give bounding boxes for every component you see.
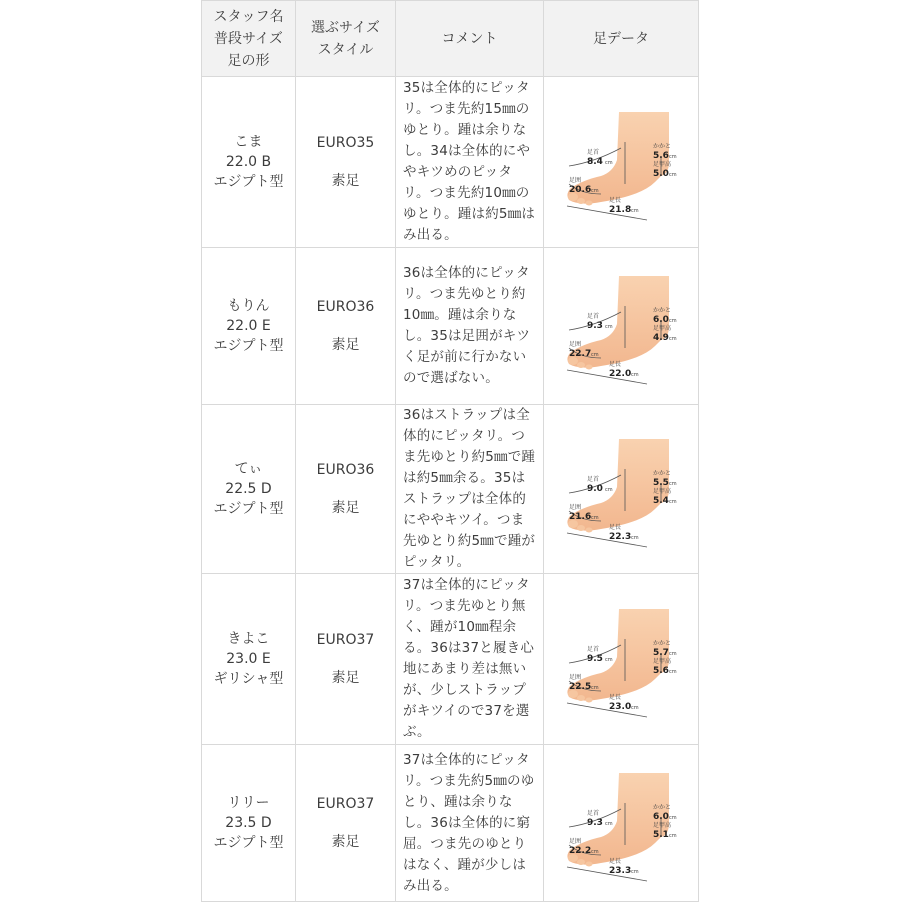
- toe-icon: [577, 362, 585, 368]
- staff-cell: [202, 248, 296, 405]
- toe-icon: [586, 365, 593, 370]
- instep-label: 足甲高: [653, 161, 672, 168]
- header-size-line: スタイル: [317, 41, 374, 58]
- girth-value: 22.7: [569, 349, 592, 359]
- girth-label: 足囲: [569, 838, 582, 845]
- girth-value: 21.6: [569, 512, 592, 522]
- header-staff-line: 足の形: [227, 52, 270, 69]
- size-chart-table: [201, 0, 699, 902]
- staff-name: こま: [234, 134, 263, 150]
- header-size-line: 選ぶサイズ: [311, 19, 380, 36]
- usual-size: 22.5 D: [225, 481, 272, 497]
- heel-label: かかと: [653, 143, 672, 150]
- unit-label: cm: [631, 372, 639, 378]
- table-row: [202, 77, 699, 248]
- heel-label: かかと: [653, 307, 672, 314]
- girth-value: 22.5: [569, 682, 592, 692]
- foot-shape: エジプト型: [213, 501, 284, 517]
- length-value: 22.3: [609, 532, 632, 542]
- length-value: 23.0: [609, 702, 632, 712]
- usual-size: 22.0 B: [225, 154, 272, 170]
- staff-cell: [202, 574, 296, 745]
- unit-label: cm: [669, 499, 677, 505]
- table-row: [202, 574, 699, 745]
- chosen-size: EURO37: [316, 632, 375, 648]
- heel-value: 5.7: [653, 648, 669, 658]
- heel-label: かかと: [653, 640, 672, 647]
- header-size: [296, 1, 396, 77]
- unit-label: cm: [631, 869, 639, 875]
- staff-name: もりん: [227, 298, 270, 314]
- instep-value: 5.6: [653, 666, 669, 676]
- usual-size: 22.0 E: [226, 318, 271, 334]
- foot-diagram: [561, 266, 681, 386]
- girth-label: 足囲: [569, 341, 582, 348]
- usual-size: 23.0 E: [226, 651, 271, 667]
- heel-label: かかと: [653, 470, 672, 477]
- length-label: 足長: [609, 694, 622, 701]
- table-row: [202, 745, 699, 902]
- unit-label: cm: [669, 336, 677, 342]
- foot-data-cell: [544, 574, 699, 745]
- girth-value: 20.6: [569, 185, 592, 195]
- ankle-label: 足首: [587, 646, 600, 653]
- unit-label: cm: [669, 833, 677, 839]
- foot-shape: エジプト型: [213, 338, 284, 354]
- size-cell: [296, 77, 396, 248]
- wear-style: 素足: [331, 834, 360, 850]
- ankle-value: 9.0: [587, 484, 603, 494]
- instep-value: 5.1: [653, 830, 669, 840]
- usual-size: 23.5 D: [225, 815, 272, 831]
- girth-value: 22.2: [569, 846, 592, 856]
- heel-value: 6.0: [653, 812, 669, 822]
- foot-diagram: [561, 599, 681, 719]
- chosen-size: EURO35: [316, 135, 375, 151]
- wear-style: 素足: [331, 337, 360, 353]
- length-label: 足長: [609, 858, 622, 865]
- foot-diagram: [561, 102, 681, 222]
- unit-label: cm: [605, 160, 613, 166]
- length-label: 足長: [609, 197, 622, 204]
- table-row: [202, 405, 699, 574]
- heel-value: 5.5: [653, 478, 669, 488]
- staff-cell: [202, 745, 296, 902]
- instep-value: 5.4: [653, 496, 669, 506]
- length-label: 足長: [609, 361, 622, 368]
- comment-cell: 36はストラップは全体的にピッタリ。つま先ゆとり約5㎜で踵は約5㎜余る。35はストラップは全体的にややキツイ。つま先ゆとり約5㎜で踵がピッタリ。: [396, 405, 544, 574]
- foot-diagram: [561, 763, 681, 883]
- foot-data-cell: [544, 77, 699, 248]
- size-cell: [296, 405, 396, 574]
- unit-label: cm: [605, 657, 613, 663]
- unit-label: cm: [605, 487, 613, 493]
- toe-icon: [586, 201, 593, 206]
- length-value: 22.0: [609, 369, 632, 379]
- size-cell: [296, 745, 396, 902]
- toe-icon: [586, 528, 593, 533]
- unit-label: cm: [605, 324, 613, 330]
- toe-icon: [586, 698, 593, 703]
- ankle-label: 足首: [587, 810, 600, 817]
- foot-data-cell: [544, 745, 699, 902]
- unit-label: cm: [669, 815, 677, 821]
- foot-diagram: [561, 429, 681, 549]
- foot-shape: エジプト型: [213, 174, 284, 190]
- instep-label: 足甲高: [653, 325, 672, 332]
- toe-icon: [577, 695, 585, 701]
- chosen-size: EURO36: [316, 299, 375, 315]
- staff-name: リリー: [227, 795, 270, 811]
- unit-label: cm: [631, 705, 639, 711]
- instep-label: 足甲高: [653, 488, 672, 495]
- unit-label: cm: [669, 651, 677, 657]
- unit-label: cm: [669, 481, 677, 487]
- header-comment: コメント: [396, 1, 544, 77]
- chosen-size: EURO37: [316, 796, 375, 812]
- length-label: 足長: [609, 524, 622, 531]
- instep-label: 足甲高: [653, 658, 672, 665]
- header-foot-data: 足データ: [544, 1, 699, 77]
- girth-label: 足囲: [569, 504, 582, 511]
- foot-data-cell: [544, 405, 699, 574]
- wear-style: 素足: [331, 500, 360, 516]
- ankle-label: 足首: [587, 149, 600, 156]
- header-staff-line: スタッフ名: [213, 8, 284, 25]
- unit-label: cm: [605, 821, 613, 827]
- unit-label: cm: [591, 352, 599, 358]
- unit-label: cm: [591, 849, 599, 855]
- toe-icon: [577, 525, 585, 531]
- chosen-size: EURO36: [316, 462, 375, 478]
- toe-icon: [586, 862, 593, 867]
- wear-style: 素足: [331, 670, 360, 686]
- instep-value: 5.0: [653, 169, 669, 179]
- heel-value: 6.0: [653, 315, 669, 325]
- unit-label: cm: [631, 535, 639, 541]
- unit-label: cm: [591, 685, 599, 691]
- size-cell: [296, 248, 396, 405]
- ankle-label: 足首: [587, 476, 600, 483]
- instep-label: 足甲高: [653, 822, 672, 829]
- unit-label: cm: [591, 188, 599, 194]
- header-staff: [202, 1, 296, 77]
- ankle-label: 足首: [587, 313, 600, 320]
- foot-data-cell: [544, 248, 699, 405]
- wear-style: 素足: [331, 173, 360, 189]
- comment-cell: 36は全体的にピッタリ。つま先ゆとり約10㎜。踵は余りなし。35は足囲がキツく足が前に行かないので選ばない。: [396, 248, 544, 405]
- staff-cell: [202, 405, 296, 574]
- heel-value: 5.6: [653, 151, 669, 161]
- ankle-value: 8.4: [587, 157, 603, 167]
- size-cell: [296, 574, 396, 745]
- length-value: 21.8: [609, 205, 632, 215]
- girth-label: 足囲: [569, 177, 582, 184]
- unit-label: cm: [669, 669, 677, 675]
- staff-name: きよこ: [227, 631, 270, 647]
- girth-label: 足囲: [569, 674, 582, 681]
- ankle-value: 9.3: [587, 818, 603, 828]
- heel-label: かかと: [653, 804, 672, 811]
- staff-name: てぃ: [234, 461, 263, 477]
- toe-icon: [577, 859, 585, 865]
- toe-icon: [577, 198, 585, 204]
- instep-value: 4.9: [653, 333, 669, 343]
- staff-cell: [202, 77, 296, 248]
- comment-cell: 37は全体的にピッタリ。つま先約5㎜のゆとり、踵は余りなし。36は全体的に窮屈。つま先のゆとりはなく、踵が少しはみ出る。: [396, 745, 544, 902]
- unit-label: cm: [669, 172, 677, 178]
- length-value: 23.3: [609, 866, 632, 876]
- ankle-value: 9.3: [587, 321, 603, 331]
- unit-label: cm: [591, 515, 599, 521]
- comment-cell: 35は全体的にピッタリ。つま先約15㎜のゆとり。踵は余りなし。34は全体的にややキツめのピッタリ。つま先約10㎜のゆとり。踵は約5㎜はみ出る。: [396, 77, 544, 248]
- comment-cell: 37は全体的にピッタリ。つま先ゆとり無く、踵が10㎜程余る。36は37と履き心地にあまり差は無いが、少しストラップがキツイので37を選ぶ。: [396, 574, 544, 745]
- table-row: [202, 248, 699, 405]
- unit-label: cm: [669, 318, 677, 324]
- header-staff-line: 普段サイズ: [214, 30, 283, 47]
- ankle-value: 9.5: [587, 654, 603, 664]
- foot-shape: エジプト型: [213, 835, 284, 851]
- unit-label: cm: [669, 154, 677, 160]
- foot-shape: ギリシャ型: [213, 671, 284, 687]
- header-row: [202, 1, 699, 77]
- unit-label: cm: [631, 208, 639, 214]
